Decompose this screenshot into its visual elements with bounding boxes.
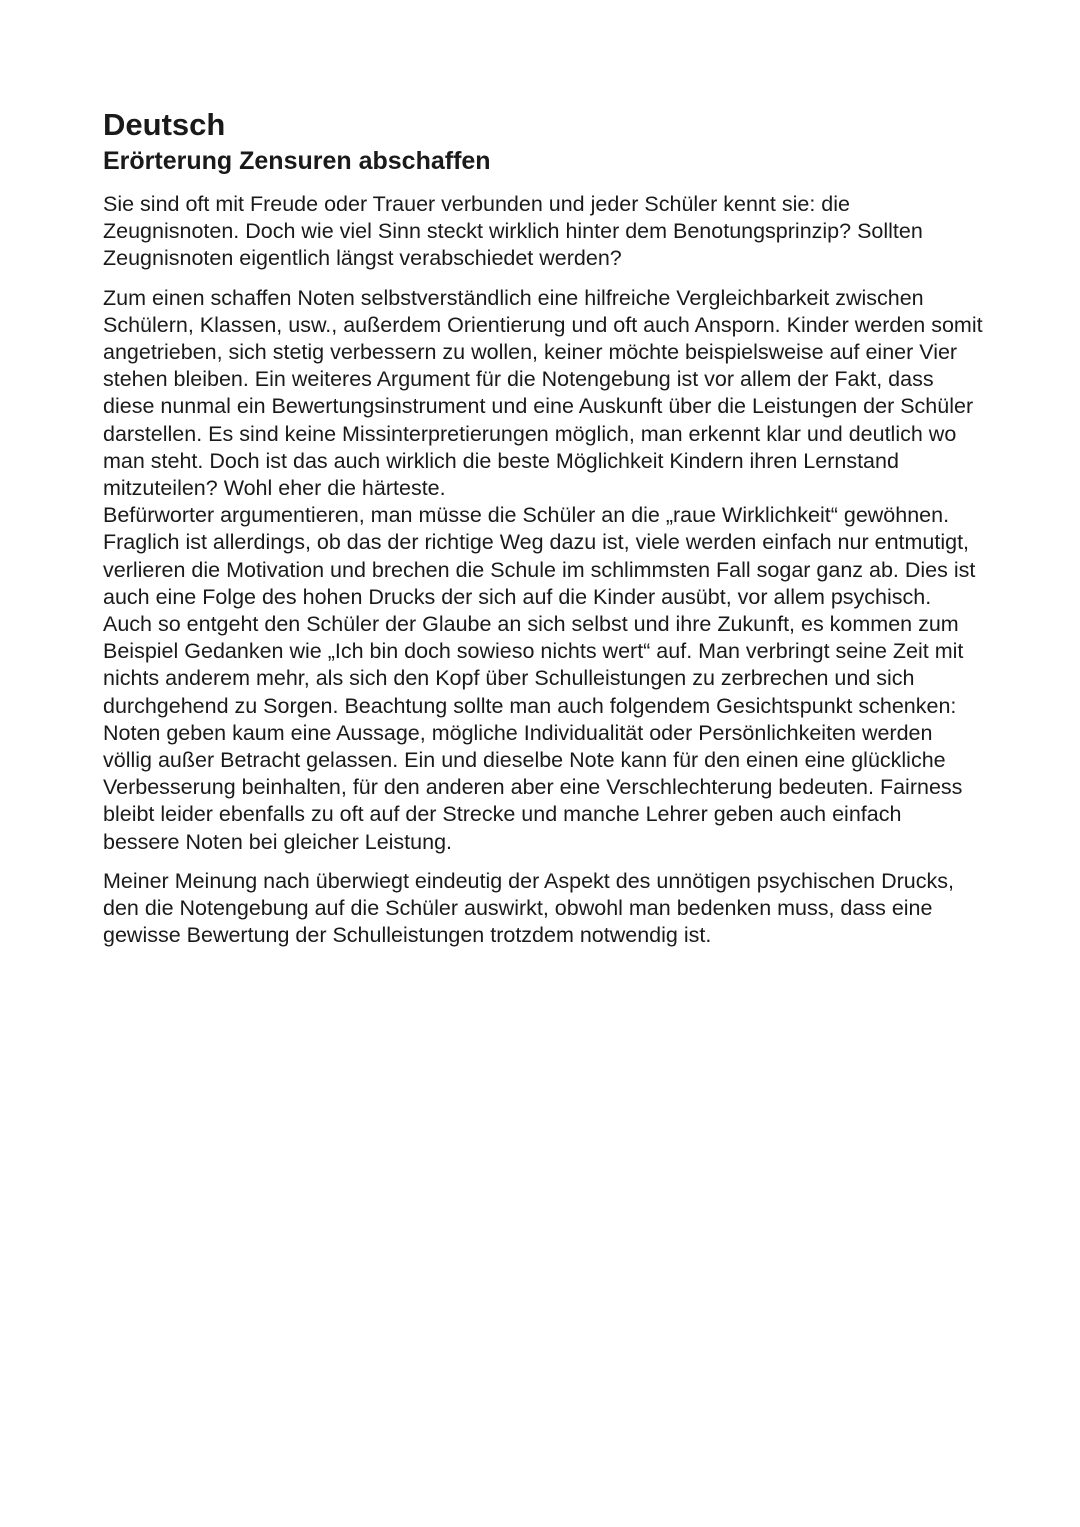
paragraph-contra-arguments: Befürworter argumentieren, man müsse die Schüler an die „raue Wirklichkeit“ gewöhnen. Fraglich ist allerdings, ob das der richtige Weg dazu ist, viele werden einfach nur entmutigt, verlieren die Motivation und brechen die Schule im schlimmsten Fall sogar ganz ab. Dies ist auch eine Folge des hohen Drucks der sich auf die Kinder ausübt, vor allem psychisch. Auch so entgeht den Schüler der Glaube an sich selbst und ihre Zukunft, es kommen zum Beispiel Gedanken wie „Ich bin doch sowieso nichts wert“ auf. Man verbringt seine Zeit mit nichts anderem mehr, als sich den Kopf über Schulleistungen zu zerbrechen und sich durchgehend zu Sorgen. Beachtung sollte man auch folgendem Gesichtspunkt schenken: Noten geben kaum eine Aussage, mögliche Individualität oder Persönlichkeiten werden völlig außer Betracht gelassen. Ein und dieselbe Note kann für den einen eine glückliche Verbesserung beinhalten, für den anderen aber eine Verschlechterung bedeuten. Fairness bleibt leider ebenfalls zu oft auf der Strecke und manche Lehrer geben auch einfach bessere Noten bei gleicher Leistung. xyxy=(103,503,976,854)
document-page xyxy=(103,106,983,961)
subject-heading: Deutsch xyxy=(103,107,226,142)
essay-title: Erörterung Zensuren abschaffen xyxy=(103,147,491,175)
paragraph-conclusion: Meiner Meinung nach überwiegt eindeutig der Aspekt des unnötigen psychischen Drucks, den die Notengebung auf die Schüler auswirkt, obwohl man bedenken muss, dass eine gewisse Bewertung der Schulleistungen trotzdem notwendig ist. xyxy=(103,868,954,948)
paragraph-pro-arguments: Zum einen schaffen Noten selbstverständlich eine hilfreiche Vergleichbarkeit zwischen Schülern, Klassen, usw., außerdem Orientierung und oft auch Ansporn. Kinder werden somit angetrieben, sich stetig verbessern zu wollen, keiner möchte beispielsweise auf einer Vier stehen bleiben. Ein weiteres Argument für die Notengebung ist vor allem der Fakt, dass diese nunmal ein Bewertungsinstrument und eine Auskunft über die Leistungen der Schüler darstellen. Es sind keine Missinterpretierungen möglich, man erkennt klar und deutlich wo man steht. Doch ist das auch wirklich die beste Möglichkeit Kindern ihren Lernstand mitzuteilen? Wohl eher die härteste. xyxy=(103,285,983,501)
paragraph-introduction: Sie sind oft mit Freude oder Trauer verbunden und jeder Schüler kennt sie: die Zeugnisnoten. Doch wie viel Sinn steckt wirklich hinter dem Benotungsprinzip? Sollten Zeugnisnoten eigentlich längst verabschiedet werden? xyxy=(103,192,923,271)
